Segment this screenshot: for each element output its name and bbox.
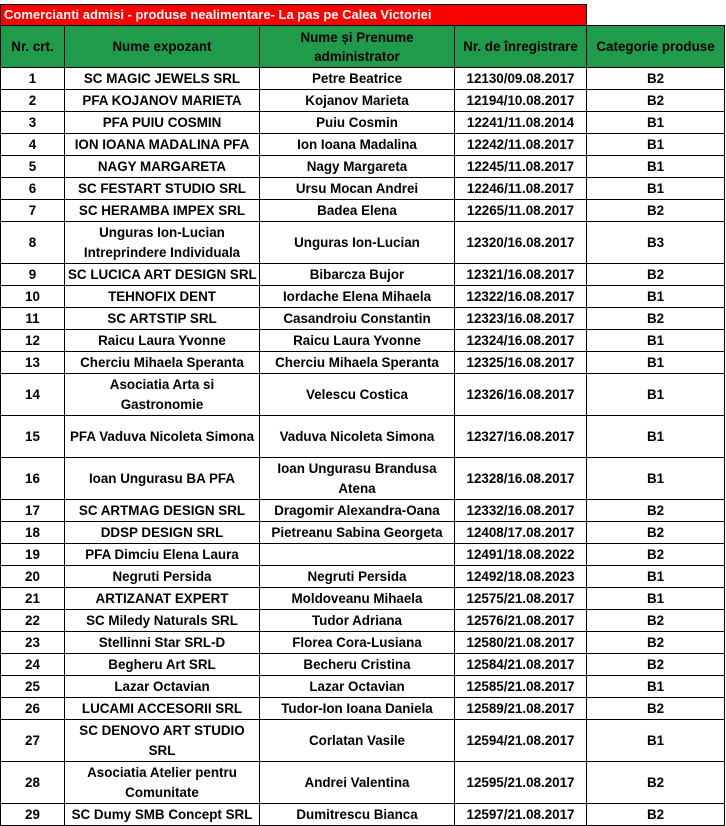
cell-expozant[interactable]: Cherciu Mihaela Speranta [65,352,260,374]
cell-administrator[interactable]: Lazar Octavian [260,676,455,698]
cell-registration[interactable]: 12597/21.08.2017 [455,804,587,826]
cell-category[interactable]: B2 [587,698,725,720]
cell-administrator[interactable]: Nagy Margareta [260,156,455,178]
cell-expozant[interactable]: SC FESTART STUDIO SRL [65,178,260,200]
cell-category[interactable]: B3 [587,222,725,264]
table-row [1,222,725,264]
cell-registration[interactable]: 12589/21.08.2017 [455,698,587,720]
cell-nr[interactable]: 24 [1,654,65,676]
exhibitors-table [0,4,725,826]
table-row [1,90,725,112]
cell-nr[interactable]: 26 [1,698,65,720]
cell-registration[interactable]: 12242/11.08.2017 [455,134,587,156]
cell-category[interactable]: B2 [587,90,725,112]
cell-nr[interactable]: 13 [1,352,65,374]
cell-registration[interactable]: 12575/21.08.2017 [455,588,587,610]
table-row [1,352,725,374]
cell-category[interactable]: B2 [587,264,725,286]
cell-category[interactable]: B1 [587,566,725,588]
cell-registration[interactable]: 12246/11.08.2017 [455,178,587,200]
cell-administrator[interactable]: Pietreanu Sabina Georgeta [260,522,455,544]
cell-category[interactable]: B2 [587,762,725,804]
cell-administrator[interactable] [260,544,455,566]
cell-registration[interactable]: 12585/21.08.2017 [455,676,587,698]
cell-category[interactable]: B2 [587,308,725,330]
cell-administrator[interactable]: Ion Ioana Madalina [260,134,455,156]
cell-registration[interactable]: 12595/21.08.2017 [455,762,587,804]
cell-registration[interactable]: 12584/21.08.2017 [455,654,587,676]
cell-expozant[interactable]: SC LUCICA ART DESIGN SRL [65,264,260,286]
cell-expozant[interactable]: DDSP DESIGN SRL [65,522,260,544]
cell-administrator[interactable]: Cherciu Mihaela Speranta [260,352,455,374]
cell-category[interactable]: B1 [587,134,725,156]
cell-administrator[interactable]: Ursu Mocan Andrei [260,178,455,200]
empty-cell[interactable] [587,5,725,26]
cell-category[interactable]: B1 [587,676,725,698]
cell-category[interactable]: B2 [587,522,725,544]
column-header-nr[interactable]: Nr. crt. [1,26,65,68]
cell-nr[interactable]: 27 [1,720,65,762]
cell-expozant[interactable]: PFA KOJANOV MARIETA [65,90,260,112]
cell-category[interactable]: B2 [587,654,725,676]
cell-category[interactable]: B1 [587,458,725,500]
cell-nr[interactable]: 3 [1,112,65,134]
cell-administrator[interactable]: Moldoveanu Mihaela [260,588,455,610]
cell-expozant[interactable]: SC MAGIC JEWELS SRL [65,68,260,90]
cell-registration[interactable]: 12576/21.08.2017 [455,610,587,632]
cell-administrator[interactable]: Tudor Adriana [260,610,455,632]
column-header-administrator[interactable]: Nume și Prenume administrator [260,26,455,68]
cell-registration[interactable]: 12332/16.08.2017 [455,500,587,522]
cell-administrator[interactable]: Corlatan Vasile [260,720,455,762]
cell-administrator[interactable]: Dumitrescu Bianca [260,804,455,826]
table-row [1,720,725,762]
cell-nr[interactable]: 2 [1,90,65,112]
cell-administrator[interactable]: Negruti Persida [260,566,455,588]
cell-nr[interactable]: 28 [1,762,65,804]
table-row [1,500,725,522]
cell-category[interactable]: B1 [587,330,725,352]
cell-category[interactable]: B2 [587,804,725,826]
cell-nr[interactable]: 17 [1,500,65,522]
cell-category[interactable]: B2 [587,544,725,566]
cell-administrator[interactable]: Ioan Ungurasu Brandusa Atena [260,458,455,500]
cell-nr[interactable]: 19 [1,544,65,566]
cell-administrator[interactable]: Vaduva Nicoleta Simona [260,416,455,458]
cell-nr[interactable]: 25 [1,676,65,698]
cell-registration[interactable]: 12580/21.08.2017 [455,632,587,654]
cell-administrator[interactable]: Petre Beatrice [260,68,455,90]
table-row [1,416,725,458]
column-header-registration[interactable]: Nr. de înregistrare [455,26,587,68]
cell-registration[interactable]: 12491/18.08.2022 [455,544,587,566]
cell-expozant[interactable]: Asociatia Arta si Gastronomie [65,374,260,416]
cell-administrator[interactable]: Raicu Laura Yvonne [260,330,455,352]
cell-registration[interactable]: 12327/16.08.2017 [455,416,587,458]
table-row [1,264,725,286]
cell-administrator[interactable]: Casandroiu Constantin [260,308,455,330]
column-header-expozant[interactable]: Nume expozant [65,26,260,68]
table-row [1,698,725,720]
table-row [1,458,725,500]
cell-nr[interactable]: 15 [1,416,65,458]
cell-expozant[interactable]: SC DENOVO ART STUDIO SRL [65,720,260,762]
table-row [1,632,725,654]
cell-expozant[interactable]: PFA Dimciu Elena Laura [65,544,260,566]
cell-nr[interactable]: 22 [1,610,65,632]
table-row [1,178,725,200]
cell-category[interactable]: B1 [587,352,725,374]
cell-administrator[interactable]: Bibarcza Bujor [260,264,455,286]
cell-expozant[interactable]: SC ARTMAG DESIGN SRL [65,500,260,522]
cell-expozant[interactable]: SC HERAMBA IMPEX SRL [65,200,260,222]
cell-registration[interactable]: 12408/17.08.2017 [455,522,587,544]
cell-expozant[interactable]: Negruti Persida [65,566,260,588]
cell-registration[interactable]: 12594/21.08.2017 [455,720,587,762]
table-row [1,676,725,698]
cell-expozant[interactable]: NAGY MARGARETA [65,156,260,178]
table-body [1,68,725,826]
table-row [1,654,725,676]
cell-category[interactable]: B2 [587,68,725,90]
cell-expozant[interactable]: SC ARTSTIP SRL [65,308,260,330]
cell-registration[interactable]: 12322/16.08.2017 [455,286,587,308]
cell-expozant[interactable]: PFA PUIU COSMIN [65,112,260,134]
cell-administrator[interactable]: Becheru Cristina [260,654,455,676]
cell-nr[interactable]: 6 [1,178,65,200]
cell-registration[interactable]: 12241/11.08.2014 [455,112,587,134]
cell-administrator[interactable]: Unguras Ion-Lucian [260,222,455,264]
table-row [1,200,725,222]
cell-nr[interactable]: 10 [1,286,65,308]
cell-expozant[interactable]: ION IOANA MADALINA PFA [65,134,260,156]
sheet-title[interactable]: Comercianti admisi - produse nealimentare- La pas pe Calea Victoriei [1,5,587,26]
cell-nr[interactable]: 4 [1,134,65,156]
cell-expozant[interactable]: Begheru Art SRL [65,654,260,676]
cell-expozant[interactable]: Lazar Octavian [65,676,260,698]
cell-nr[interactable]: 7 [1,200,65,222]
cell-nr[interactable]: 16 [1,458,65,500]
table-row [1,68,725,90]
table-row [1,588,725,610]
cell-nr[interactable]: 21 [1,588,65,610]
table-row [1,330,725,352]
cell-expozant[interactable]: ARTIZANAT EXPERT [65,588,260,610]
cell-nr[interactable]: 18 [1,522,65,544]
cell-nr[interactable]: 20 [1,566,65,588]
cell-administrator[interactable]: Florea Cora-Lusiana [260,632,455,654]
cell-category[interactable]: B1 [587,588,725,610]
cell-administrator[interactable]: Andrei Valentina [260,762,455,804]
cell-administrator[interactable]: Kojanov Marieta [260,90,455,112]
cell-category[interactable]: B2 [587,500,725,522]
table-row [1,544,725,566]
cell-expozant[interactable]: Stellinni Star SRL-D [65,632,260,654]
cell-registration[interactable]: 12326/16.08.2017 [455,374,587,416]
cell-expozant[interactable]: SC Dumy SMB Concept SRL [65,804,260,826]
cell-category[interactable]: B2 [587,632,725,654]
cell-registration[interactable]: 12324/16.08.2017 [455,330,587,352]
cell-administrator[interactable]: Tudor-Ion Ioana Daniela [260,698,455,720]
cell-nr[interactable]: 5 [1,156,65,178]
cell-category[interactable]: B2 [587,200,725,222]
table-row [1,566,725,588]
cell-category[interactable]: B1 [587,720,725,762]
cell-expozant[interactable]: PFA Vaduva Nicoleta Simona [65,416,260,458]
table-row [1,308,725,330]
header-row [1,26,725,68]
cell-expozant[interactable]: Raicu Laura Yvonne [65,330,260,352]
cell-administrator[interactable]: Badea Elena [260,200,455,222]
cell-expozant[interactable]: Unguras Ion-Lucian Intreprindere Individuala [65,222,260,264]
table-row [1,804,725,826]
cell-registration[interactable]: 12321/16.08.2017 [455,264,587,286]
cell-category[interactable]: B1 [587,156,725,178]
cell-expozant[interactable]: LUCAMI ACCESORII SRL [65,698,260,720]
cell-nr[interactable]: 1 [1,68,65,90]
table-row [1,762,725,804]
cell-category[interactable]: B2 [587,610,725,632]
table-row [1,134,725,156]
cell-category[interactable]: B1 [587,374,725,416]
cell-category[interactable]: B1 [587,178,725,200]
table-row [1,112,725,134]
cell-nr[interactable]: 23 [1,632,65,654]
cell-registration[interactable]: 12130/09.08.2017 [455,68,587,90]
table-row [1,374,725,416]
cell-nr[interactable]: 14 [1,374,65,416]
table-row [1,286,725,308]
cell-registration[interactable]: 12325/16.08.2017 [455,352,587,374]
cell-nr[interactable]: 8 [1,222,65,264]
cell-nr[interactable]: 11 [1,308,65,330]
cell-registration[interactable]: 12328/16.08.2017 [455,458,587,500]
cell-category[interactable]: B1 [587,112,725,134]
table-row [1,156,725,178]
cell-administrator[interactable]: Iordache Elena Mihaela [260,286,455,308]
cell-nr[interactable]: 12 [1,330,65,352]
cell-category[interactable]: B1 [587,416,725,458]
table-row [1,610,725,632]
cell-category[interactable]: B1 [587,286,725,308]
cell-nr[interactable]: 29 [1,804,65,826]
cell-registration[interactable]: 12265/11.08.2017 [455,200,587,222]
cell-expozant[interactable]: Ioan Ungurasu BA PFA [65,458,260,500]
cell-registration[interactable]: 12323/16.08.2017 [455,308,587,330]
cell-nr[interactable]: 9 [1,264,65,286]
cell-registration[interactable]: 12320/16.08.2017 [455,222,587,264]
cell-administrator[interactable]: Dragomir Alexandra-Oana [260,500,455,522]
cell-registration[interactable]: 12194/10.08.2017 [455,90,587,112]
table-row [1,522,725,544]
cell-registration[interactable]: 12492/18.08.2023 [455,566,587,588]
cell-registration[interactable]: 12245/11.08.2017 [455,156,587,178]
cell-expozant[interactable]: Asociatia Atelier pentru Comunitate [65,762,260,804]
cell-expozant[interactable]: TEHNOFIX DENT [65,286,260,308]
column-header-category[interactable]: Categorie produse [587,26,725,68]
cell-administrator[interactable]: Velescu Costica [260,374,455,416]
cell-administrator[interactable]: Puiu Cosmin [260,112,455,134]
cell-expozant[interactable]: SC Miledy Naturals SRL [65,610,260,632]
